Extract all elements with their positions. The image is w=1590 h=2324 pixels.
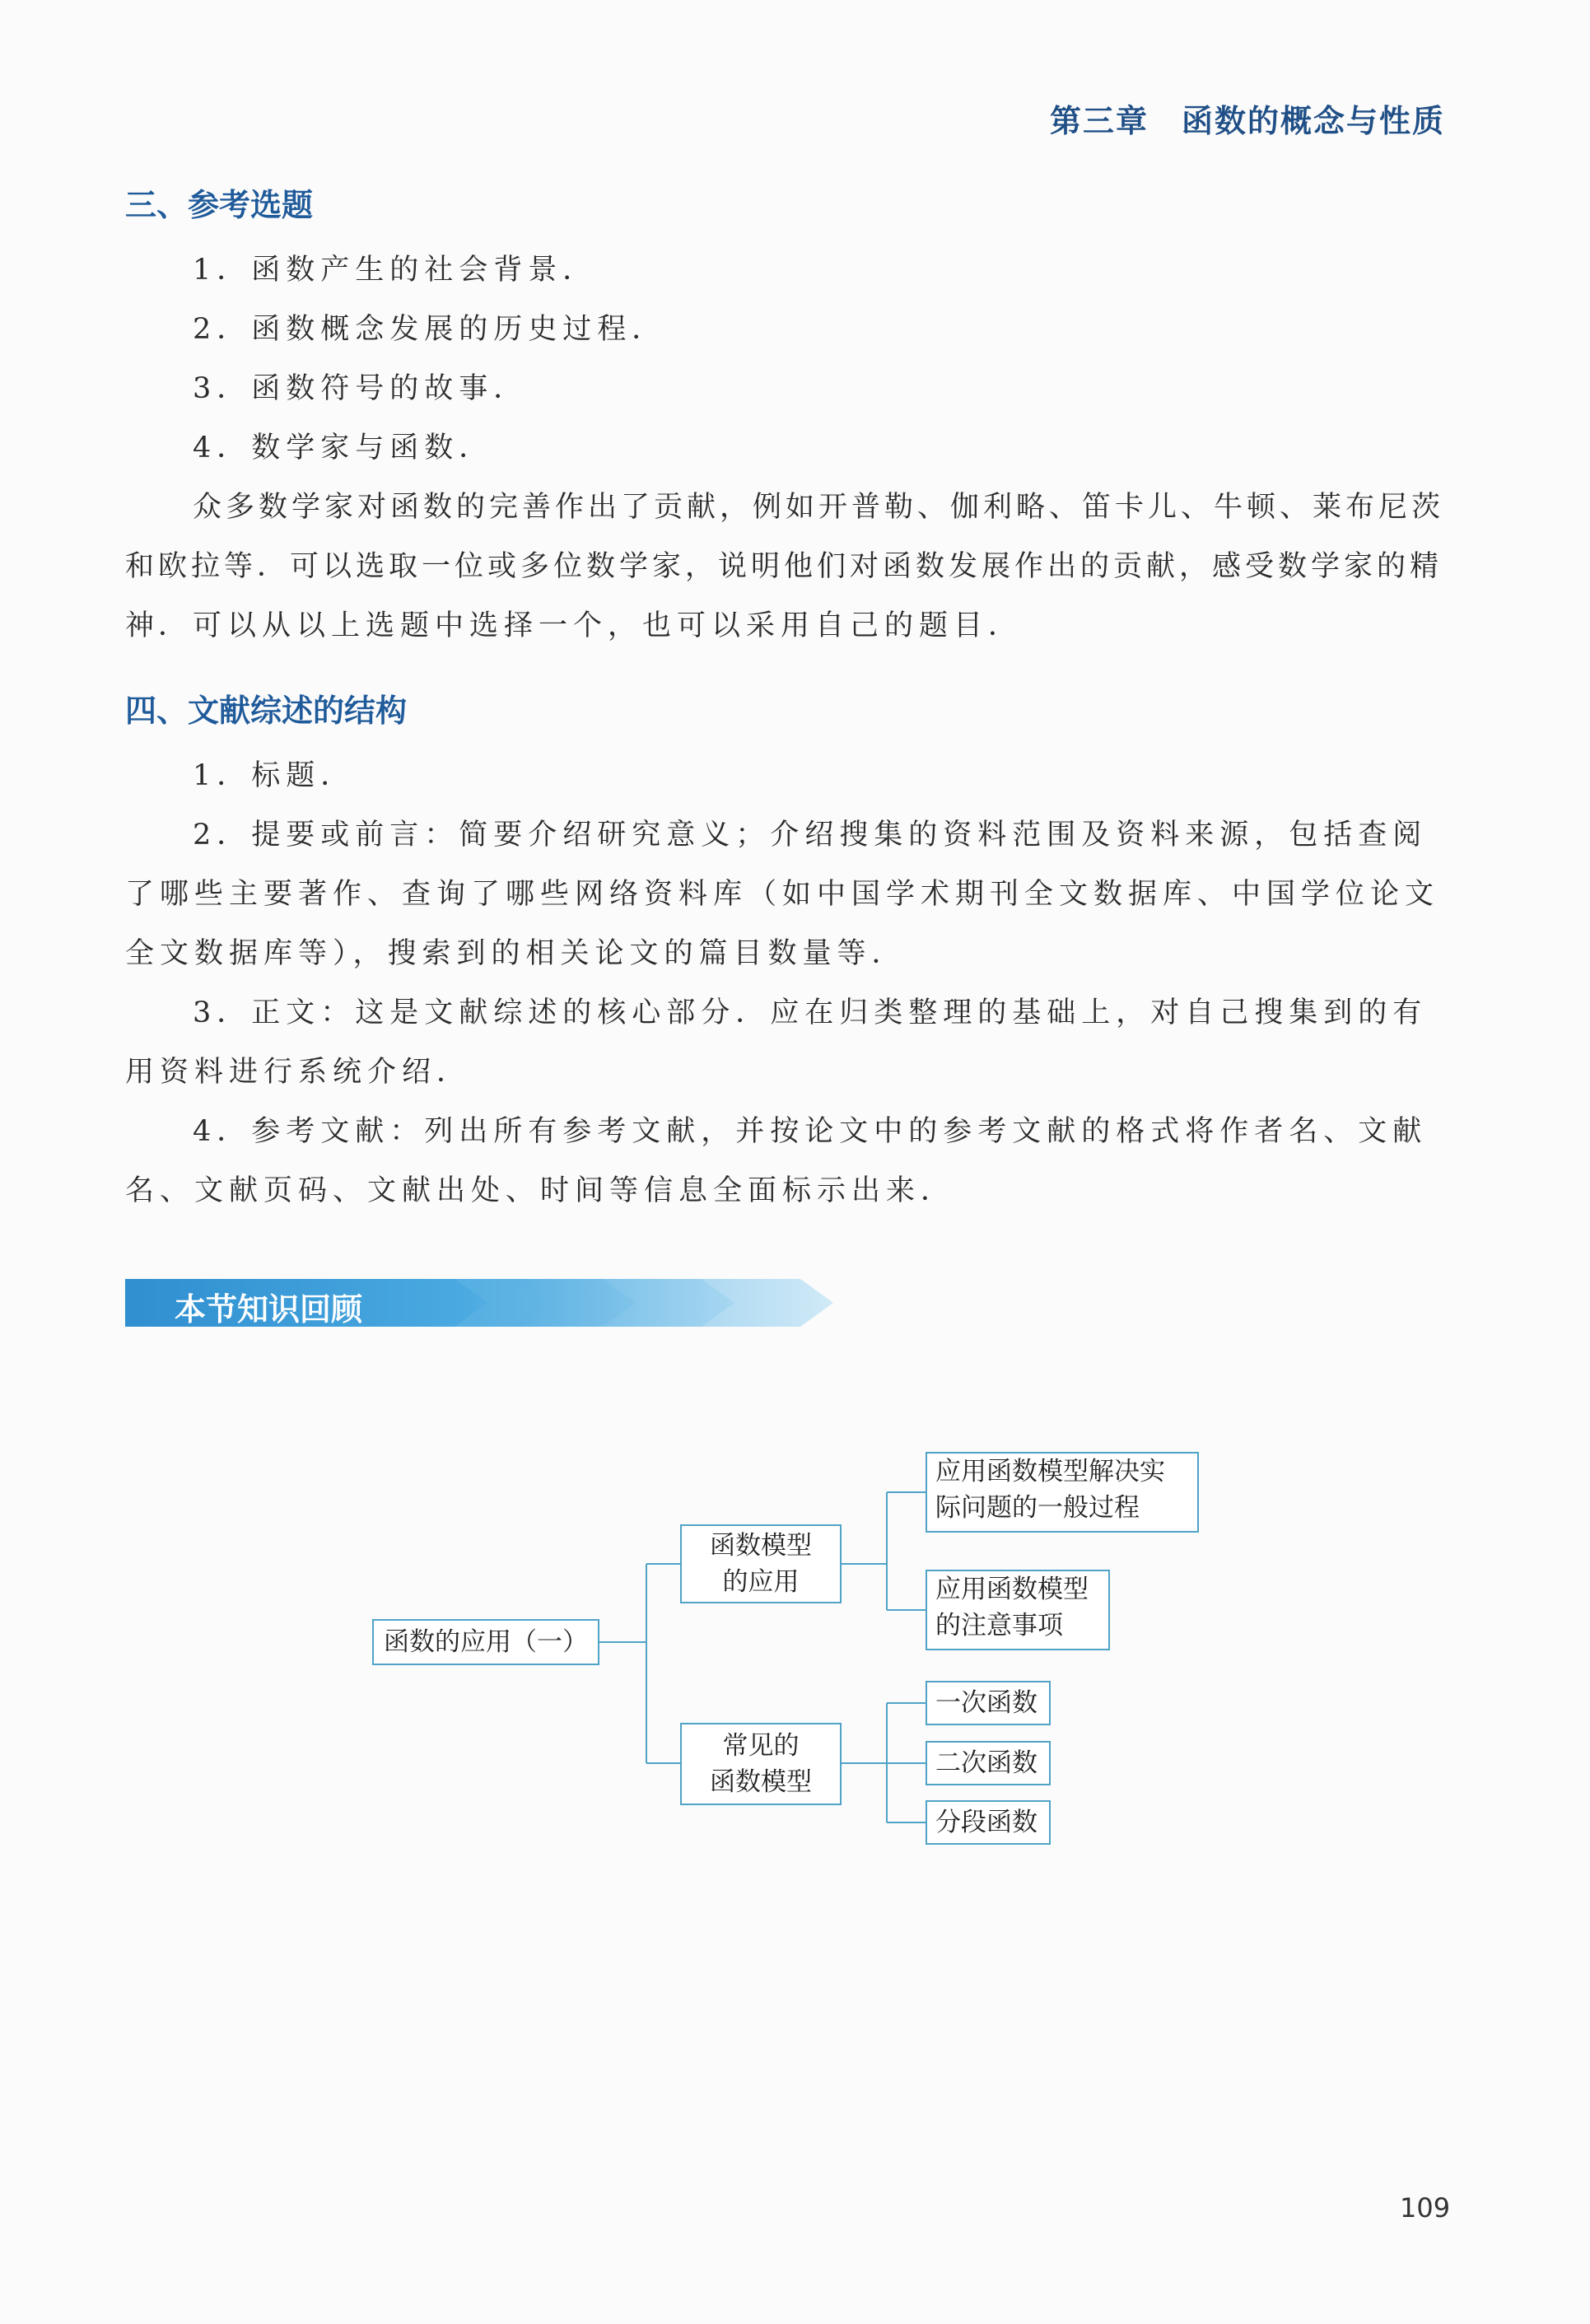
leaf2-line1: 应用函数模型 xyxy=(935,1575,1089,1604)
chapter-title: 第三章 函数的概念与性质 xyxy=(1049,103,1445,139)
leaf1-line2: 际问题的一般过程 xyxy=(935,1493,1140,1523)
branch-node-common-models xyxy=(680,1723,842,1805)
branch-node-function-model-application xyxy=(680,1524,842,1603)
root-node xyxy=(372,1619,599,1665)
root-node-label: 函数的应用（一） xyxy=(384,1627,588,1657)
leaf-piecewise-label: 分段函数 xyxy=(935,1808,1037,1837)
leaf-linear-label: 一次函数 xyxy=(935,1688,1037,1718)
branch2-line2: 函数模型 xyxy=(710,1767,812,1797)
leaf-node-general-process xyxy=(926,1452,1199,1533)
topic-item-2: 2．函数概念发展的历史过程． xyxy=(193,313,667,346)
topic-note: 可以从以上选题中选择一个，也可以采用自己的题目． xyxy=(193,609,1023,642)
leaf-node-precautions xyxy=(926,1570,1110,1650)
branch1-line2: 的应用 xyxy=(722,1567,800,1597)
leaf-node-linear-function xyxy=(926,1681,1051,1725)
section-3-heading: 三、参考选题 xyxy=(125,186,314,223)
topic-item-4: 4．数学家与函数． xyxy=(193,432,494,464)
section-4-heading: 四、文献综述的结构 xyxy=(125,692,408,729)
leaf-quadratic-label: 二次函数 xyxy=(935,1748,1037,1778)
structure-item-3: 3．正文：这是文献综述的核心部分．应在归类整理的基础上，对自己搜集到的有用资料进行系统介绍． xyxy=(125,996,1428,1089)
banner-label: 本节知识回顾 xyxy=(175,1291,363,1328)
structure-item-4: 4．参考文献：列出所有参考文献，并按论文中的参考文献的格式将作者名、文献名、文献页码、文献出处、时间等信息全面标示出来． xyxy=(125,1115,1428,1207)
leaf-node-quadratic-function xyxy=(926,1741,1051,1785)
leaf-node-piecewise-function xyxy=(926,1800,1051,1845)
branch2-line1: 常见的 xyxy=(722,1731,800,1761)
structure-item-2: 2．提要或前言：简要介绍研究意义；介绍搜集的资料范围及资料来源，包括查阅了哪些主要著作、查询了哪些网络资料库（如中国学术期刊全文数据库、中国学位论文全文数据库等），搜索到的相关论文的篇目数量等． xyxy=(125,819,1440,970)
topic-item-1: 1．函数产生的社会背景． xyxy=(193,254,598,287)
topic-item-3: 3．函数符号的故事． xyxy=(193,372,529,405)
leaf2-line2: 的注意事项 xyxy=(935,1611,1063,1640)
review-banner xyxy=(125,1279,833,1327)
structure-item-1: 1．标题． xyxy=(193,759,356,792)
page-number: 109 xyxy=(1400,2192,1451,2224)
mathematicians-paragraph: 众多数学家对函数的完善作出了贡献，例如开普勒、伽利略、笛卡儿、牛顿、莱布尼茨和欧拉等．可以选取一位或多位数学家，说明他们对函数发展作出的贡献，感受数学家的精神． xyxy=(125,491,1445,642)
branch1-line1: 函数模型 xyxy=(710,1531,812,1561)
leaf1-line1: 应用函数模型解决实 xyxy=(935,1457,1165,1486)
